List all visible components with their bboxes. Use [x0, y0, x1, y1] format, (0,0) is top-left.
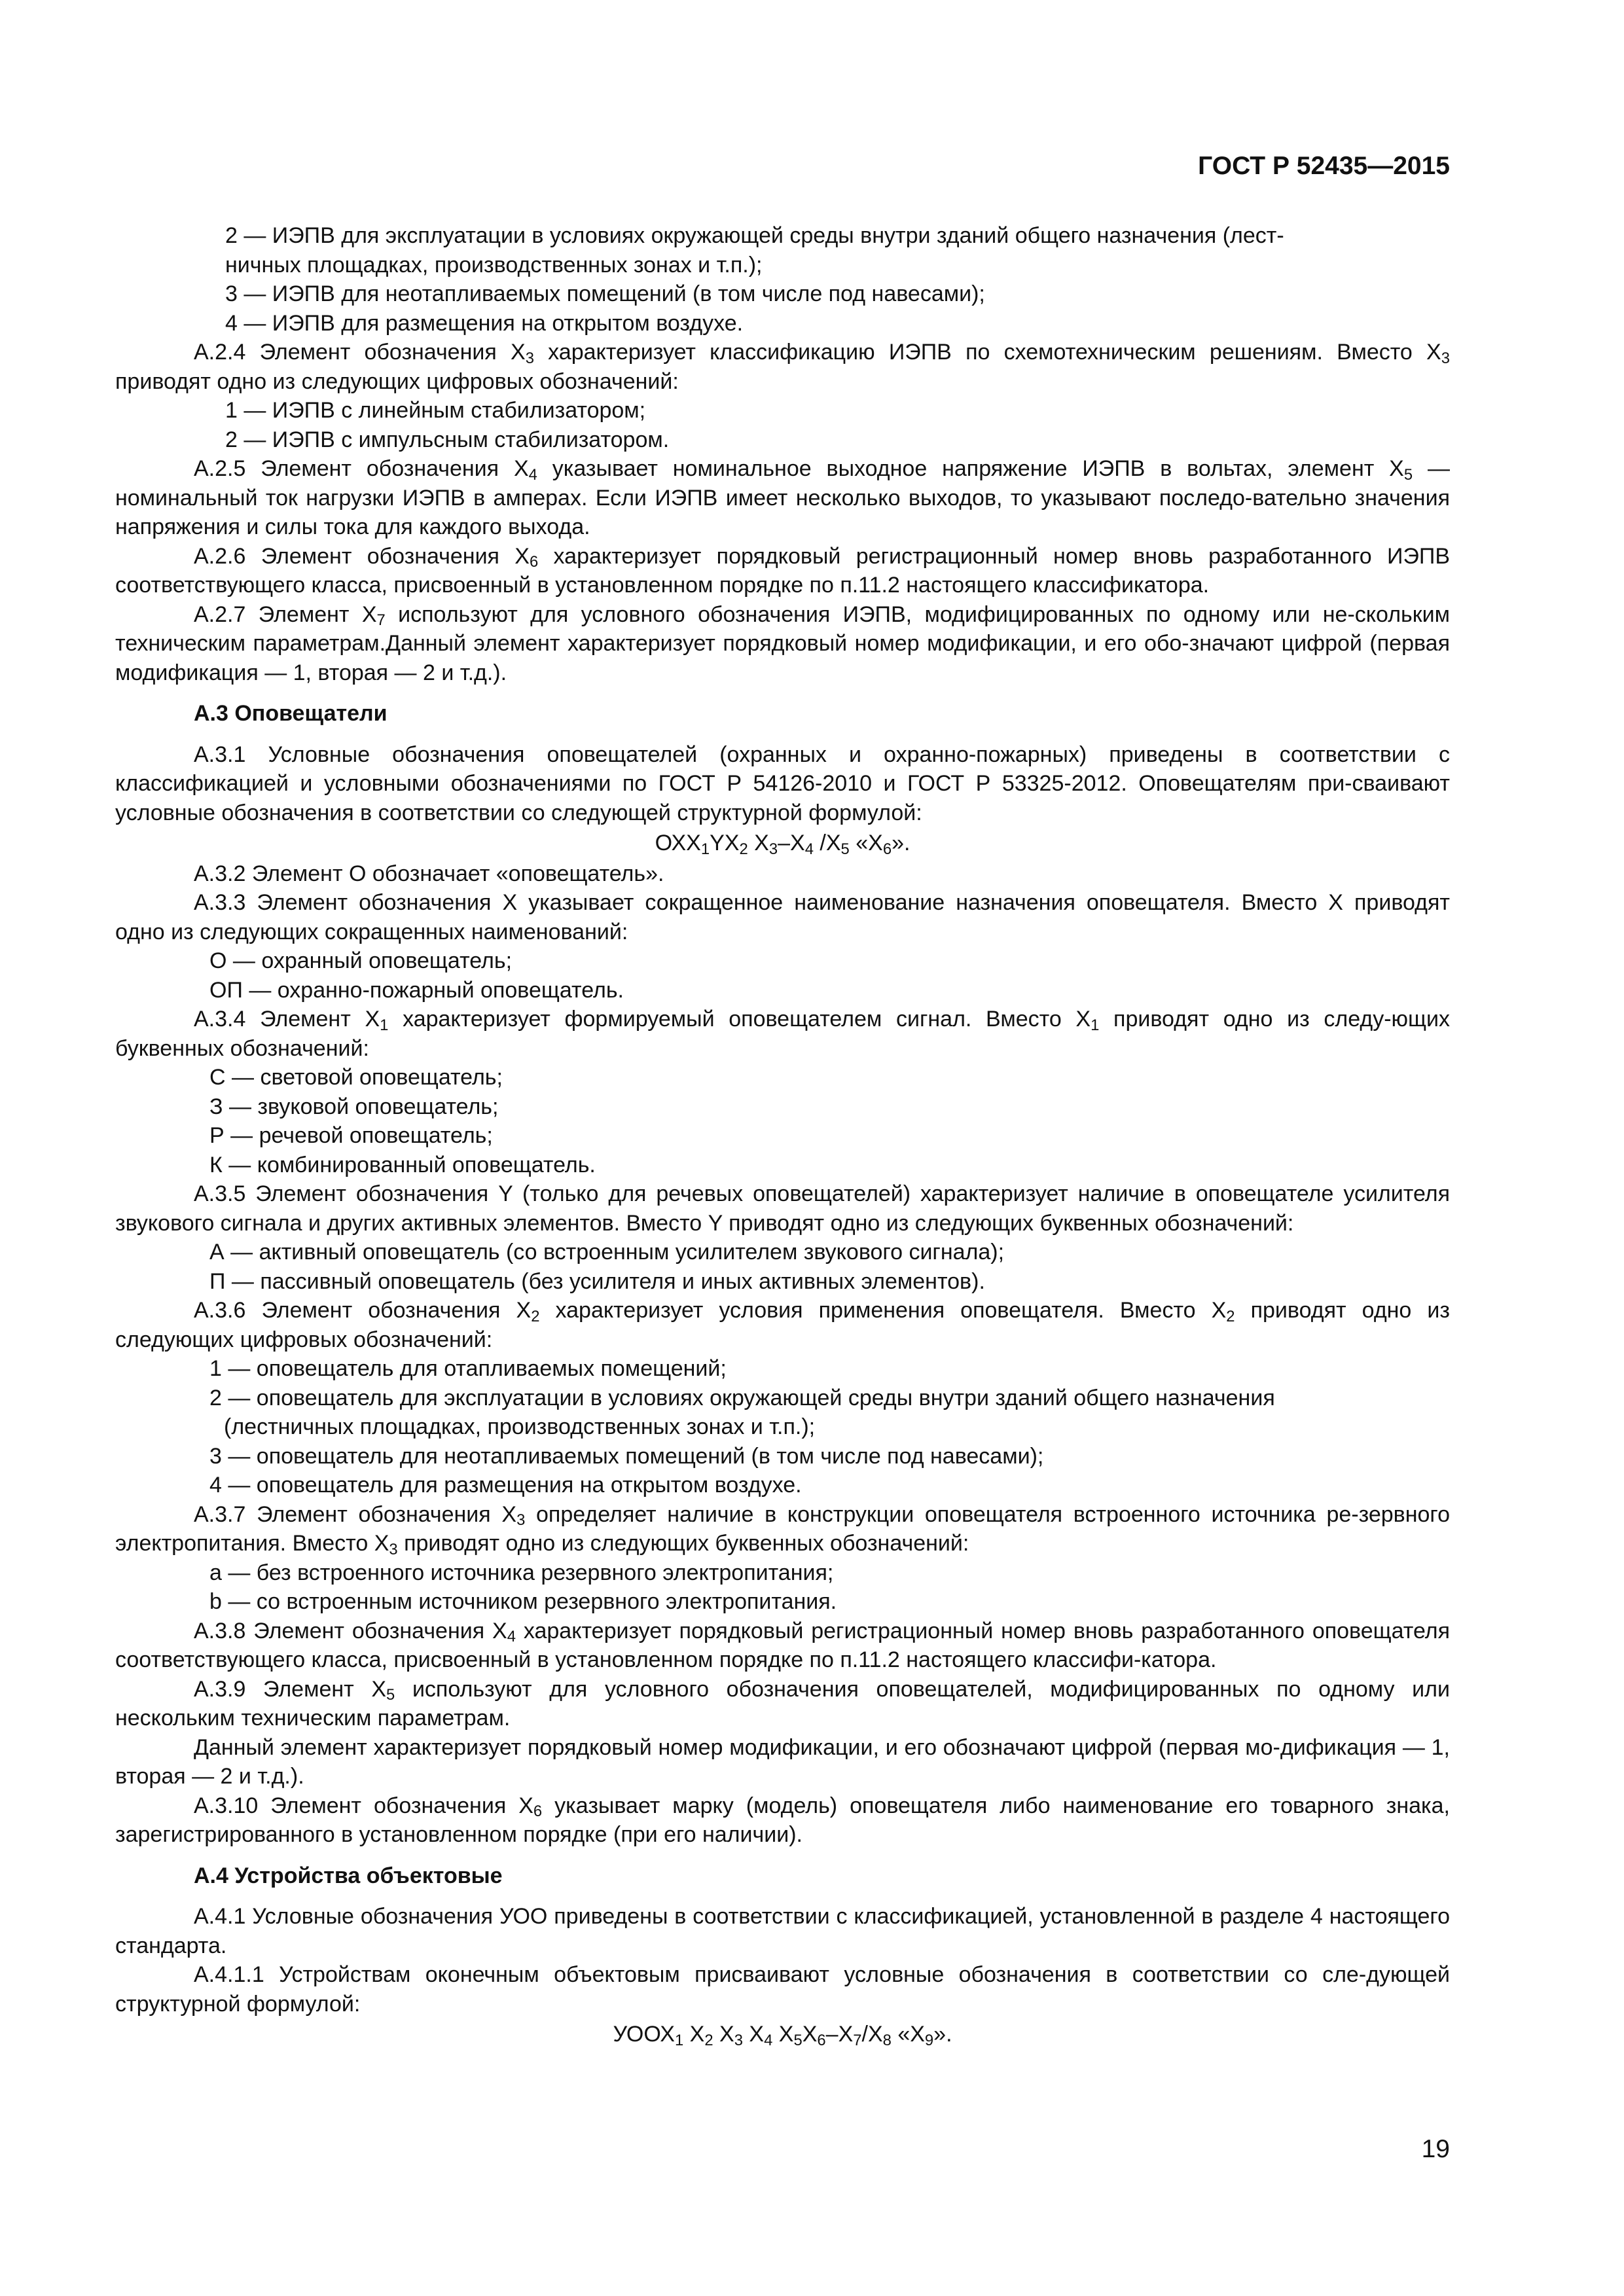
- section-heading-a-3: А.3 Оповещатели: [194, 701, 388, 726]
- list-item: ОП — охранно-пожарный оповещатель.: [209, 977, 624, 1003]
- structural-formula-uoo: $УООХ_1$ $Х_2$ $Х_3$ $Х_4$ $Х_5Х_6-Х_7/Х_8$ «$Х_9$».: [613, 2022, 952, 2049]
- list-item: З — звуковой оповещатель;: [209, 1094, 499, 1119]
- structural-formula-notifier: $ОХХ_1YХ_2$ $Х_3-Х_4$ $/Х_5$ «$Х_6$».: [655, 831, 911, 858]
- list-item: 2 — оповещатель для эксплуатации в условиях окружающей среды внутри зданий общего назначения (лестничных площадках, производственных зонах и т.п.);: [209, 1385, 1275, 1439]
- document-header: ГОСТ Р 52435—2015: [1198, 152, 1450, 180]
- clause-a-2-4: А.2.4 Элемент обозначения $Х_3$ характеризует классификацию ИЭПВ по схемотехническим решениям. Вместо $Х_3$ приводят одно из следующих цифровых обозначений:: [115, 340, 1450, 394]
- list-item: 3 — ИЭПВ для неотапливаемых помещений (в том числе под навесами);: [225, 281, 985, 306]
- clause-a-3-7: А.3.7 Элемент обозначения $Х_3$ определяет наличие в конструкции оповещателя встроенного источника ре-зервного электропитания. Вместо $Х_3$ приводят одно из следующих буквенных обозначений:: [115, 1501, 1450, 1558]
- clause-a-3-9-continued: Данный элемент характеризует порядковый номер модификации, и его обозначают цифрой (первая мо-дификация — 1, вторая — 2 и т.д.).: [115, 1734, 1450, 1789]
- clause-a-3-9: А.3.9 Элемент $Х_5$ используют для условного обозначения оповещателей, модифицированных по одному или нескольким техническим параметрам.: [115, 1676, 1451, 1731]
- clause-a-3-3: А.3.3 Элемент обозначения Х указывает сокращенное наименование назначения оповещателя. Вместо Х приводят одно из следующих сокращенных наименований:: [115, 890, 1450, 944]
- clause-a-4-1-1: А.4.1.1 Устройствам оконечным объектовым присваивают условные обозначения в соответствии со сле-дующей структурной формулой:: [115, 1962, 1450, 2017]
- clause-a-4-1: А.4.1 Условные обозначения УОО приведены в соответствии с классификацией, установленной в разделе 4 настоящего стандарта.: [115, 1904, 1450, 1958]
- clause-a-3-10: А.3.10 Элемент обозначения $Х_6$ указывает марку (модель) оповещателя либо наименование его товарного знака, зарегистрированного в установленном порядке (при его наличии).: [115, 1793, 1450, 1847]
- list-item: А — активный оповещатель (со встроенным усилителем звукового сигнала);: [209, 1240, 1005, 1265]
- list-item: [115, 221, 1450, 279]
- clause-a-3-1: А.3.1 Условные обозначения оповещателей (охранных и охранно-пожарных) приведены в соответствии с классификацией и условными обозначениями по ГОСТ Р 54126-2010 и ГОСТ Р 53325-2012. Оповещателям при-сваивают условные обозначения в соответствии со следующей структурной формулой:: [115, 742, 1450, 825]
- clause-a-3-6: А.3.6 Элемент обозначения $Х_2$ характеризует условия применения оповещателя. Вместо $Х_2$ приводят одно из следующих цифровых обозначений:: [115, 1298, 1450, 1352]
- list-item: 3 — оповещатель для неотапливаемых помещений (в том числе под навесами);: [209, 1443, 1044, 1469]
- list-item: 4 — оповещатель для размещения на открытом воздухе.: [209, 1473, 802, 1498]
- list-item: a — без встроенного источника резервного электропитания;: [209, 1560, 834, 1585]
- list-item: 1 — оповещатель для отапливаемых помещений;: [209, 1356, 727, 1381]
- clause-a-3-2: А.3.2 Элемент О обозначает «оповещатель».: [194, 861, 664, 886]
- list-item: С — световой оповещатель;: [209, 1065, 503, 1090]
- clause-a-2-6: А.2.6 Элемент обозначения $Х_6$ характеризует порядковый регистрационный номер вновь разработанного ИЭПВ соответствующего класса, присвоенный в установленном порядке по п.11.2 настоящего классификатора.: [115, 543, 1451, 598]
- list-item-text: 2 — ИЭПВ для эксплуатации в условиях окружающей среды внутри зданий общего назначения (лест-: [225, 223, 1284, 248]
- list-item: П — пассивный оповещатель (без усилителя и иных активных элементов).: [209, 1268, 985, 1294]
- document-body: [115, 221, 1450, 2051]
- clause-a-3-5: А.3.5 Элемент обозначения Y (только для речевых оповещателей) характеризует наличие в оповещателе усилителя звукового сигнала и других активных элементов. Вместо Y приводят одно из следующих буквенных обозначений:: [115, 1181, 1450, 1236]
- list-item: Р — речевой оповещатель;: [209, 1123, 493, 1148]
- list-item: 4 — ИЭПВ для размещения на открытом воздухе.: [225, 310, 744, 336]
- list-item: b — со встроенным источником резервного электропитания.: [209, 1589, 837, 1614]
- clause-a-3-4: А.3.4 Элемент $Х_1$ характеризует формируемый оповещателем сигнал. Вместо $Х_1$ приводят одно из следу-ющих буквенных обозначений:: [115, 1007, 1450, 1061]
- page-number: 19: [1421, 2135, 1450, 2163]
- clause-a-3-8: А.3.8 Элемент обозначения $Х_4$ характеризует порядковый регистрационный номер вновь разработанного оповещателя соответствующего класса, присвоенный в установленном порядке по п.11.2 настоящего классифи-катора.: [115, 1618, 1450, 1672]
- clause-a-2-5: А.2.5 Элемент обозначения $Х_4$ указывает номинальное выходное напряжение ИЭПВ в вольтах, элемент $Х_5$ — номинальный ток нагрузки ИЭПВ в амперах. Если ИЭПВ имеет несколько выходов, то указывают последо-вательно значения напряжения и силы тока для каждого выхода.: [115, 456, 1451, 539]
- list-item: 2 — ИЭПВ с импульсным стабилизатором.: [225, 427, 670, 452]
- list-item-text: ничных площадках, производственных зонах и т.п.);: [225, 252, 763, 278]
- list-item: О — охранный оповещатель;: [209, 948, 513, 973]
- section-heading-a-4: А.4 Устройства объектовые: [194, 1863, 503, 1888]
- clause-a-2-7: А.2.7 Элемент $Х_7$ используют для условного обозначения ИЭПВ, модифицированных по одному или не-скольким техническим параметрам.Данный элемент характеризует порядковый номер модификации, и его обо-значают цифрой (первая модификация — 1, вторая — 2 и т.д.).: [115, 601, 1450, 685]
- list-item: 1 — ИЭПВ с линейным стабилизатором;: [225, 398, 646, 423]
- list-item: К — комбинированный оповещатель.: [209, 1152, 596, 1177]
